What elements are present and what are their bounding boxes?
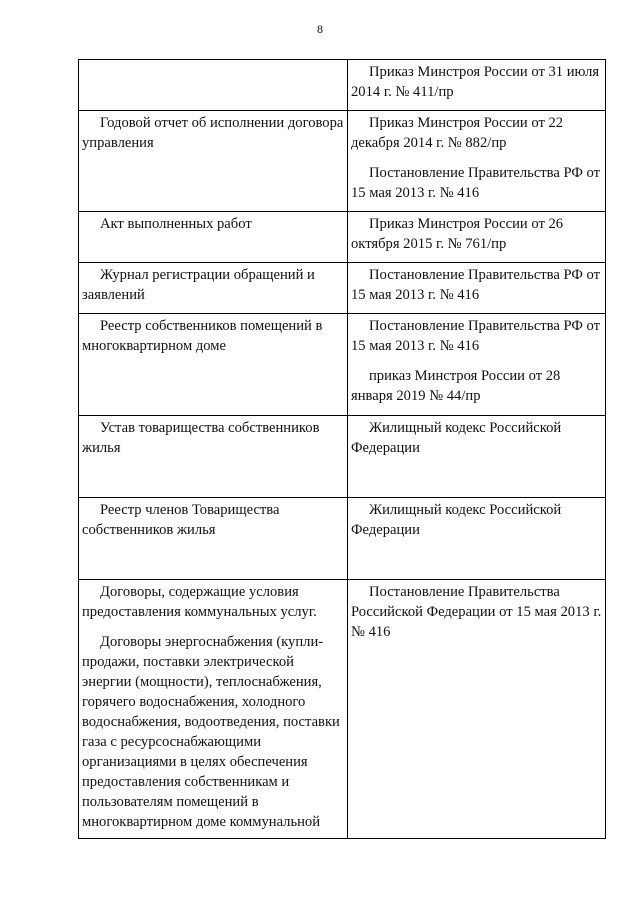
table-row (79, 498, 606, 580)
legal-basis-cell (348, 416, 606, 498)
table-row (79, 212, 606, 263)
document-name: Реестр собственников помещений в многоквартирном доме (82, 318, 323, 354)
legal-basis-text: Приказ Минстроя России от 31 июля 2014 г. № 411/пр (351, 64, 600, 100)
document-name: Реестр членов Товарищества собственников жилья (82, 502, 280, 538)
table-row (79, 416, 606, 498)
document-name: Акт выполненных работ (100, 216, 252, 232)
legal-basis-text: приказ Минстроя России от 28 января 2019 № 44/пр (351, 368, 561, 404)
document-cell (79, 60, 348, 111)
document-cell (79, 263, 348, 314)
document-cell (79, 416, 348, 498)
document-name: Журнал регистрации обращений и заявлений (82, 267, 315, 303)
table-row (79, 263, 606, 314)
table-row (79, 580, 606, 839)
document-cell (79, 111, 348, 212)
document-cell (79, 580, 348, 839)
regulation-table (78, 59, 606, 839)
legal-basis-text: Жилищный кодекс Российской Федерации (351, 420, 562, 456)
table-row (79, 60, 606, 111)
legal-basis-text: Приказ Минстроя России от 26 октября 2015 г. № 761/пр (351, 216, 564, 252)
legal-basis-text: Постановление Правительства РФ от 15 мая 2013 г. № 416 (351, 318, 601, 354)
legal-basis-cell (348, 314, 606, 416)
document-name: Устав товарищества собственников жилья (82, 420, 320, 456)
document-name: Годовой отчет об исполнении договора управления (82, 115, 344, 151)
legal-basis-text: Постановление Правительства РФ от 15 мая 2013 г. № 416 (351, 165, 601, 201)
legal-basis-cell (348, 111, 606, 212)
document-name: Договоры энергоснабжения (купли-продажи, поставки электрической энергии (мощности), теплоснабжения, горячего водоснабжения, холодного водоснабжения, водоотведения, поставки газа с ресурсоснабжающими организациями в целях обеспечения предоставления собственникам и пользователям помещений в многоквартирном доме коммунальной (82, 634, 340, 830)
legal-basis-text: Постановление Правительства РФ от 15 мая 2013 г. № 416 (351, 267, 601, 303)
legal-basis-cell (348, 263, 606, 314)
legal-basis-cell (348, 60, 606, 111)
legal-basis-text: Постановление Правительства Российской Федерации от 15 мая 2013 г. № 416 (351, 584, 602, 640)
table-row (79, 314, 606, 416)
legal-basis-text: Жилищный кодекс Российской Федерации (351, 502, 562, 538)
page-number: 8 (317, 22, 323, 36)
legal-basis-cell (348, 498, 606, 580)
legal-basis-cell (348, 212, 606, 263)
document-cell (79, 212, 348, 263)
document-cell (79, 314, 348, 416)
legal-basis-cell (348, 580, 606, 839)
document-name: Договоры, содержащие условия предоставления коммунальных услуг. (82, 584, 317, 620)
legal-basis-text: Приказ Минстроя России от 22 декабря 2014 г. № 882/пр (351, 115, 564, 151)
document-cell (79, 498, 348, 580)
table-row (79, 111, 606, 212)
